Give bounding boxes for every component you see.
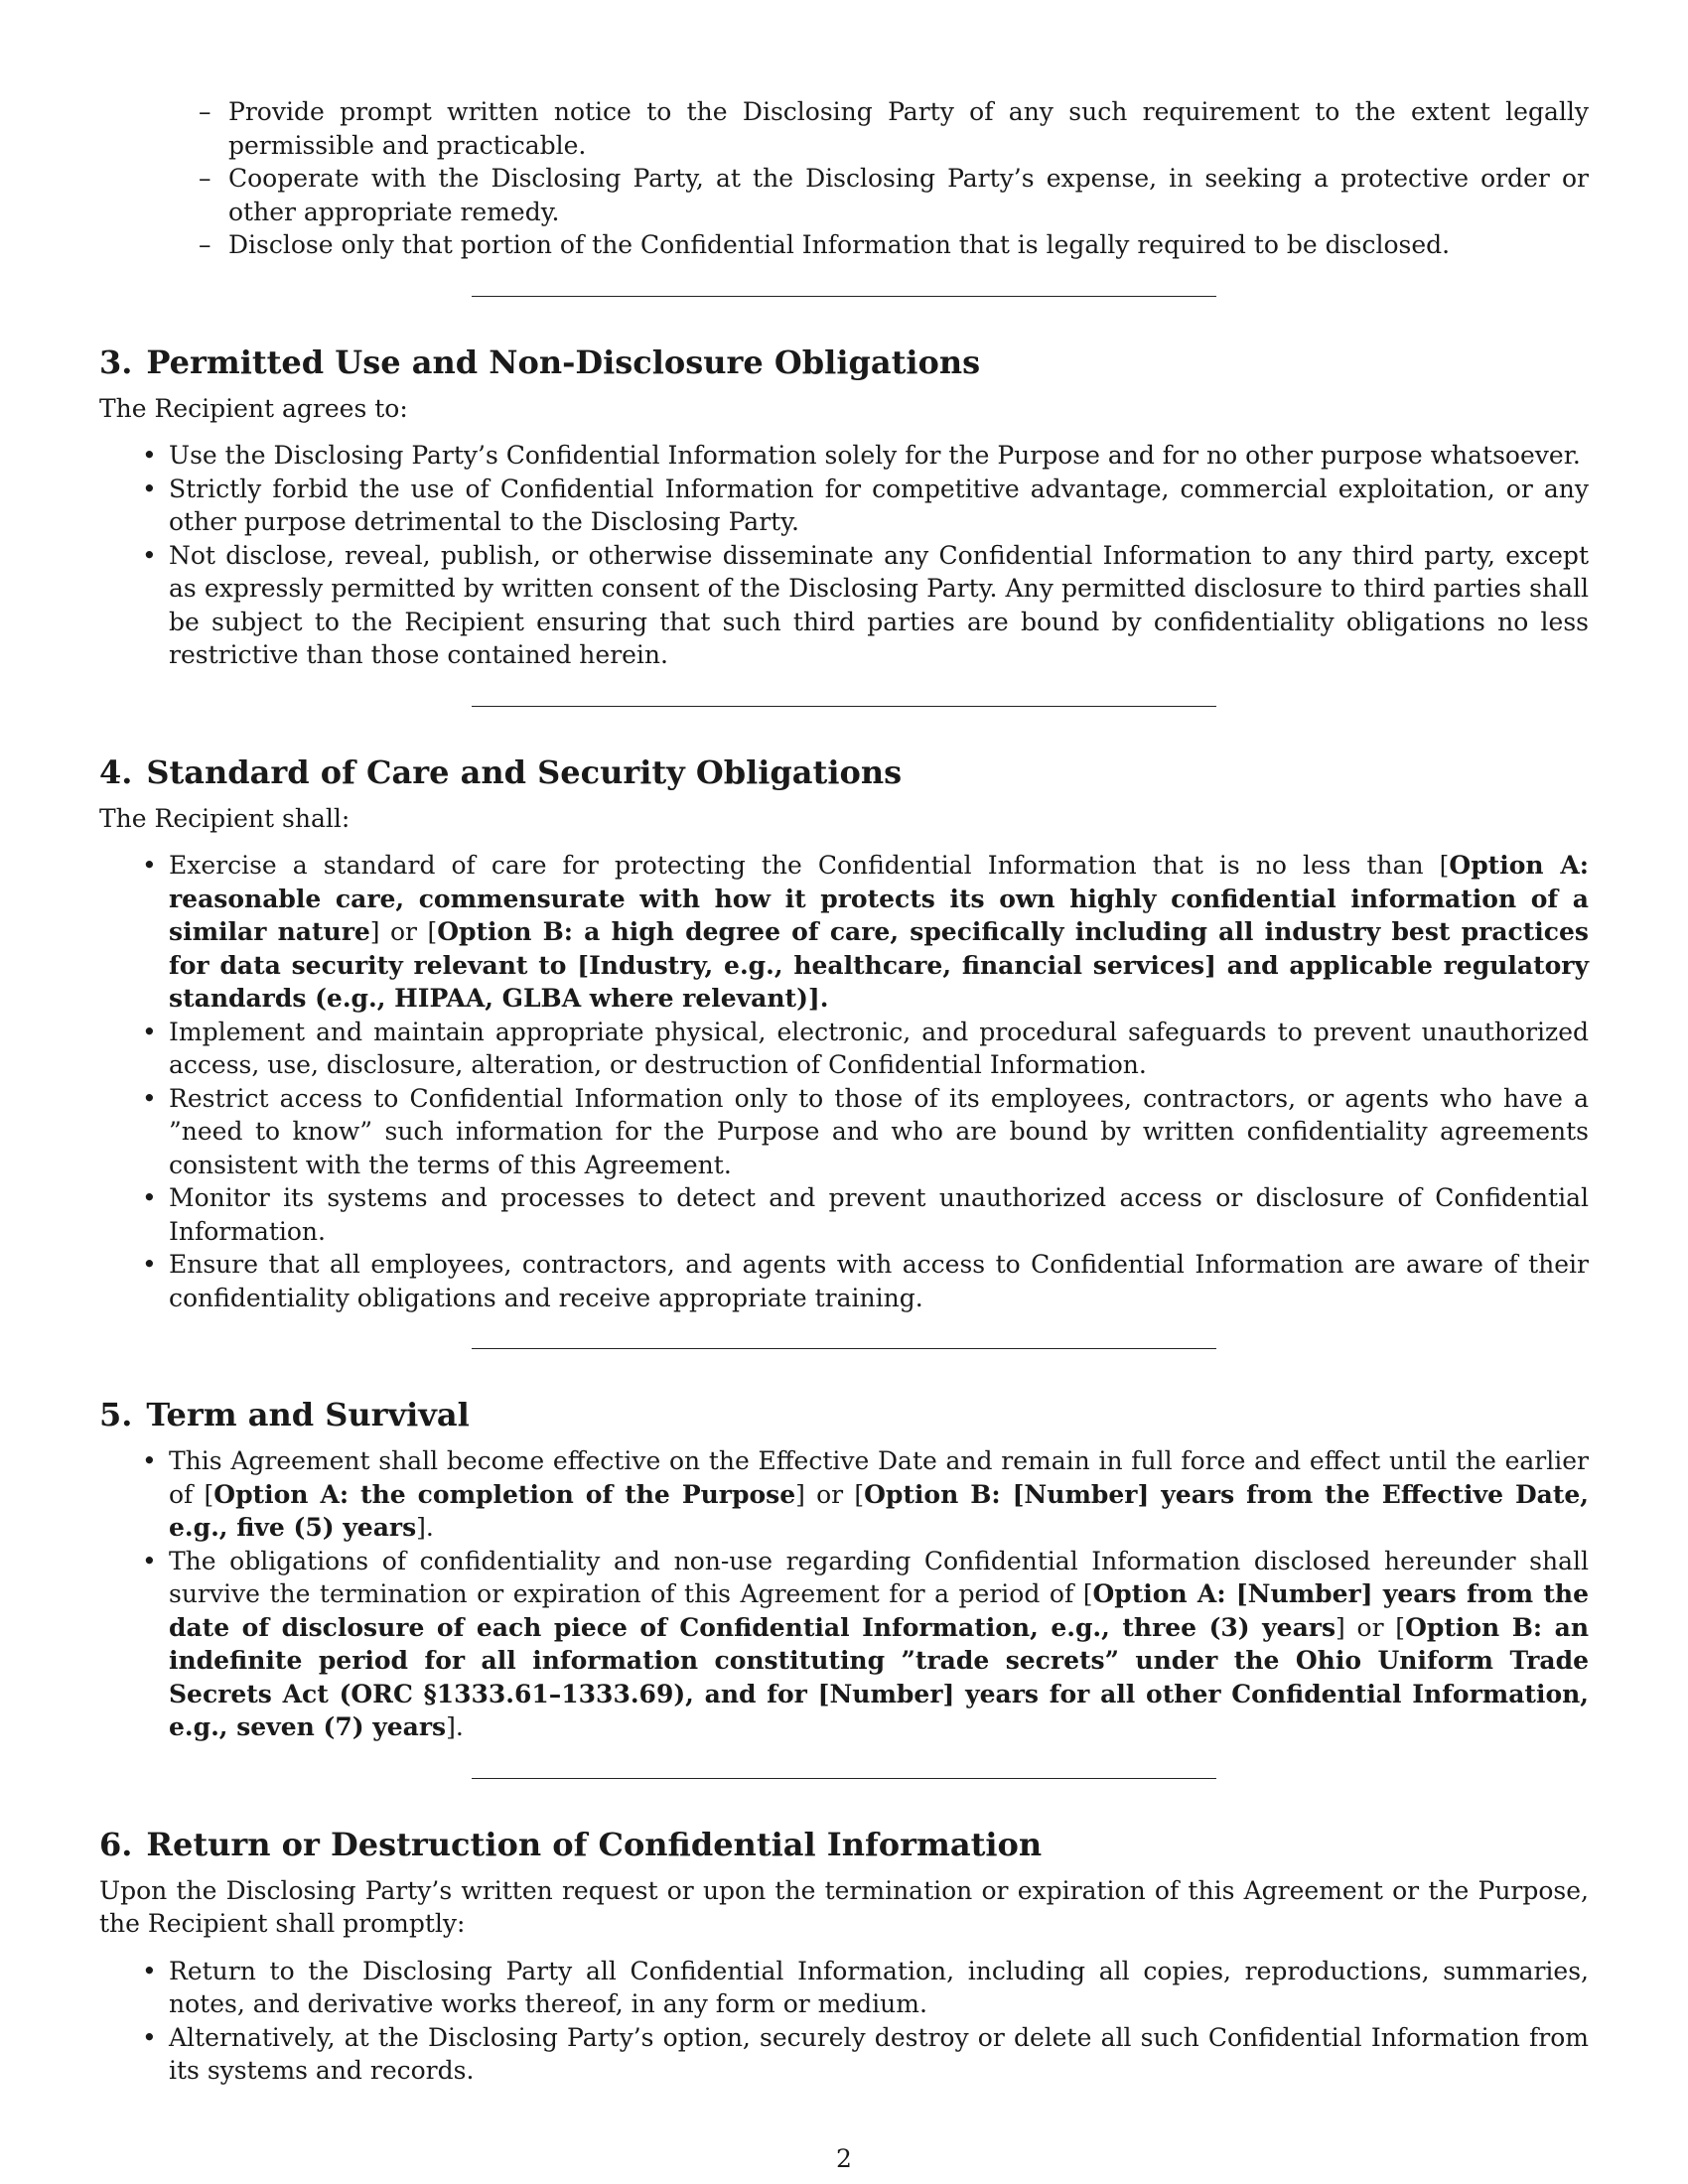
list-item: • The obligations of confidentiality and non-use regarding Confidential Information disclosed hereunder shall survive the termination or expiration of this Agreement for a period of [Option A: [Number] years from the date of disclosure of each piece of Confidential Information, e.g., three (3) years] or [Option B: an indefinite period for all information constituting ”trade secrets” under the Ohio Uniform Trade Secrets Act (ORC §1333.61–1333.69), and for [Number] years for all other Confidential Information, e.g., seven (7) years]. bbox=[169, 1545, 1589, 1744]
section-divider bbox=[472, 1348, 1216, 1349]
standard-of-care-list bbox=[169, 849, 1589, 1314]
section-heading-4: 4. Standard of Care and Security Obligations bbox=[99, 752, 903, 791]
term-survival-list bbox=[169, 1444, 1589, 1744]
list-item: • Return to the Disclosing Party all Confidential Information, including all copies, reproductions, summaries, notes, and derivative works thereof, in any form or medium. bbox=[169, 1955, 1589, 2021]
list-item: • Not disclose, reveal, publish, or otherwise disseminate any Confidential Information to any third party, except as expressly permitted by written consent of the Disclosing Party. Any permitted disclosure to third parties shall be subject to the Recipient ensuring that such third parties are bound by confidentiality obligations no less restrictive than those contained herein. bbox=[169, 539, 1589, 672]
list-item: • Use the Disclosing Party’s Confidential Information solely for the Purpose and for no other purpose whatsoever. bbox=[169, 439, 1589, 473]
section-intro: The Recipient agrees to: bbox=[99, 393, 408, 423]
document-page bbox=[99, 95, 1589, 2088]
page-number: 2 bbox=[836, 2144, 852, 2173]
list-item: • Exercise a standard of care for protecting the Confidential Information that is no less than [Option A: reasonable care, commensurate with how it protects its own highly confidential information of a similar nature] or [Option B: a high degree of care, specifically including all industry best practices for data security relevant to [Industry, e.g., healthcare, financial services] and applicable regulatory standards (e.g., HIPAA, GLBA where relevant)]. bbox=[169, 849, 1589, 1016]
list-item: – Provide prompt written notice to the Disclosing Party of any such requirement to the extent legally permissible and practicable. bbox=[228, 95, 1589, 162]
section-intro: The Recipient shall: bbox=[99, 803, 351, 833]
section-divider bbox=[472, 1778, 1216, 1779]
list-item: – Disclose only that portion of the Confidential Information that is legally required to be disclosed. bbox=[228, 228, 1589, 262]
list-item: • This Agreement shall become effective on the Effective Date and remain in full force and effect until the earlier of [Option A: the completion of the Purpose] or [Option B: [Number] years from the Effective Date, e.g., five (5) years]. bbox=[169, 1444, 1589, 1545]
list-item: • Alternatively, at the Disclosing Party’s option, securely destroy or delete all such Confidential Information from its systems and records. bbox=[169, 2021, 1589, 2088]
list-item: • Monitor its systems and processes to detect and prevent unauthorized access or disclosure of Confidential Information. bbox=[169, 1181, 1589, 1248]
list-item: • Ensure that all employees, contractors, and agents with access to Confidential Information are aware of their confidentiality obligations and receive appropriate training. bbox=[169, 1248, 1589, 1314]
return-destruction-list bbox=[169, 1955, 1589, 2088]
section-heading-3: 3. Permitted Use and Non-Disclosure Obligations bbox=[99, 342, 981, 381]
list-item: – Cooperate with the Disclosing Party, at the Disclosing Party’s expense, in seeking a protective order or other appropriate remedy. bbox=[228, 162, 1589, 228]
section-divider bbox=[472, 706, 1216, 707]
list-item: • Strictly forbid the use of Confidential Information for competitive advantage, commercial exploitation, or any other purpose detrimental to the Disclosing Party. bbox=[169, 473, 1589, 539]
permitted-use-list bbox=[169, 439, 1589, 672]
section-heading-5: 5. Term and Survival bbox=[99, 1396, 470, 1433]
section-intro: Upon the Disclosing Party’s written request or upon the termination or expiration of this Agreement or the Purpose, the Recipient shall promptly: bbox=[99, 1875, 1589, 1938]
section-divider bbox=[472, 296, 1216, 297]
list-item: • Implement and maintain appropriate physical, electronic, and procedural safeguards to prevent unauthorized access, use, disclosure, alteration, or destruction of Confidential Information. bbox=[169, 1016, 1589, 1082]
section-heading-6: 6. Return or Destruction of Confidential Information bbox=[99, 1825, 1043, 1863]
disclosure-requirements-list bbox=[228, 95, 1589, 262]
list-item: • Restrict access to Confidential Information only to those of its employees, contractors, or agents who have a ”need to know” such information for the Purpose and who are bound by written confidentiality agreements consistent with the terms of this Agreement. bbox=[169, 1082, 1589, 1182]
